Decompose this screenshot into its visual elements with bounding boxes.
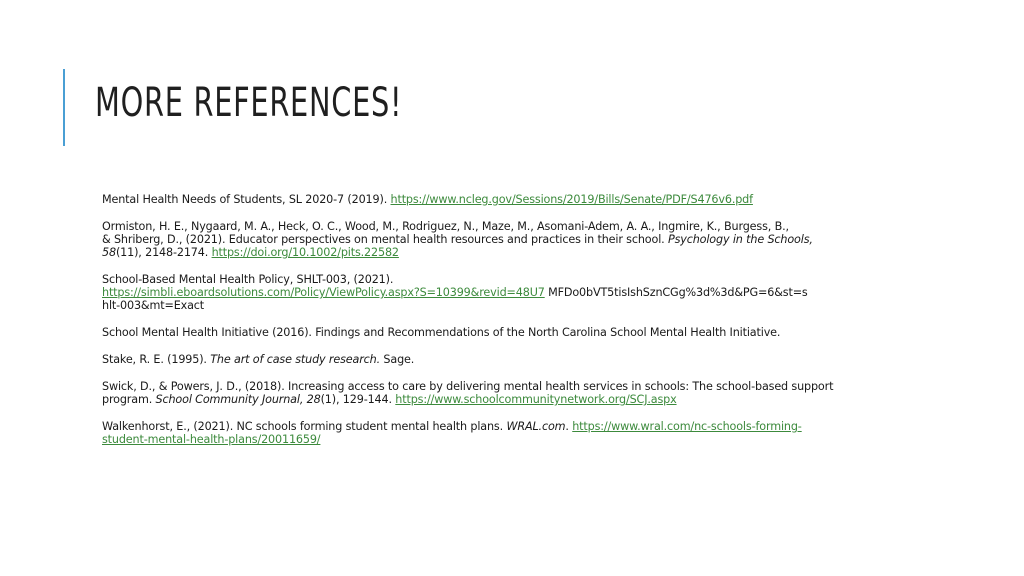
reference-text: . [565,420,573,433]
reference-link[interactable]: student-mental-health-plans/20011659/ [102,433,321,446]
reference-link[interactable]: https://www.ncleg.gov/Sessions/2019/Bills/Senate/PDF/S476v6.pdf [390,193,753,206]
slide-title: MORE REFERENCES! [95,80,403,126]
reference-journal: School Community Journal, 28 [155,393,321,406]
reference-text: Sage. [380,353,415,366]
reference-item [102,193,902,206]
reference-book-title: The art of case study research. [210,353,381,366]
reference-text: Walkenhorst, E., (2021). NC schools forming student mental health plans. [102,420,507,433]
reference-item [102,220,902,259]
reference-text: School-Based Mental Health Policy, SHLT-003, (2021). [102,273,394,286]
reference-link[interactable]: https://simbli.eboardsolutions.com/Policy/ViewPolicy.aspx?S=10399&revid=48U7 [102,286,545,299]
reference-pages: (1), 129-144. [320,393,396,406]
reference-text: Stake, R. E. (1995). [102,353,211,366]
reference-item [102,380,902,406]
reference-text: Swick, D., & Powers, J. D., (2018). Increasing access to care by delivering mental health services in schools: The school-based support [102,380,834,393]
reference-text: MFDo0bVT5tisIshSznCGg%3d%3d&PG=6&st=s [544,286,808,299]
reference-link[interactable]: https://www.wral.com/nc-schools-forming- [572,420,802,433]
reference-text: School Mental Health Initiative (2016). Findings and Recommendations of the North Carolina School Mental Health Initiative. [102,326,781,339]
reference-text: Mental Health Needs of Students, SL 2020-7 (2019). [102,193,391,206]
reference-text: & Shriberg, D., (2021). Educator perspectives on mental health resources and practices in their school. [102,233,668,246]
reference-item [102,273,902,312]
reference-item [102,326,902,339]
reference-pages: (11), 2148-2174. [115,246,212,259]
reference-item [102,420,902,446]
reference-item [102,353,902,366]
reference-text: hlt-003&mt=Exact [102,299,205,312]
reference-journal: Psychology in the Schools, [667,233,813,246]
reference-link[interactable]: https://doi.org/10.1002/pits.22582 [211,246,399,259]
reference-link[interactable]: https://www.schoolcommunitynetwork.org/SCJ.aspx [395,393,677,406]
reference-text: Ormiston, H. E., Nygaard, M. A., Heck, O. C., Wood, M., Rodriguez, N., Maze, M., Asomani-Adem, A. A., Ingmire, K., Burgess, B., [102,220,789,233]
reference-source: WRAL.com [506,420,566,433]
reference-text: program. [102,393,156,406]
title-accent-bar [63,69,65,146]
references-list [102,193,902,460]
reference-volume: 58 [102,246,116,259]
